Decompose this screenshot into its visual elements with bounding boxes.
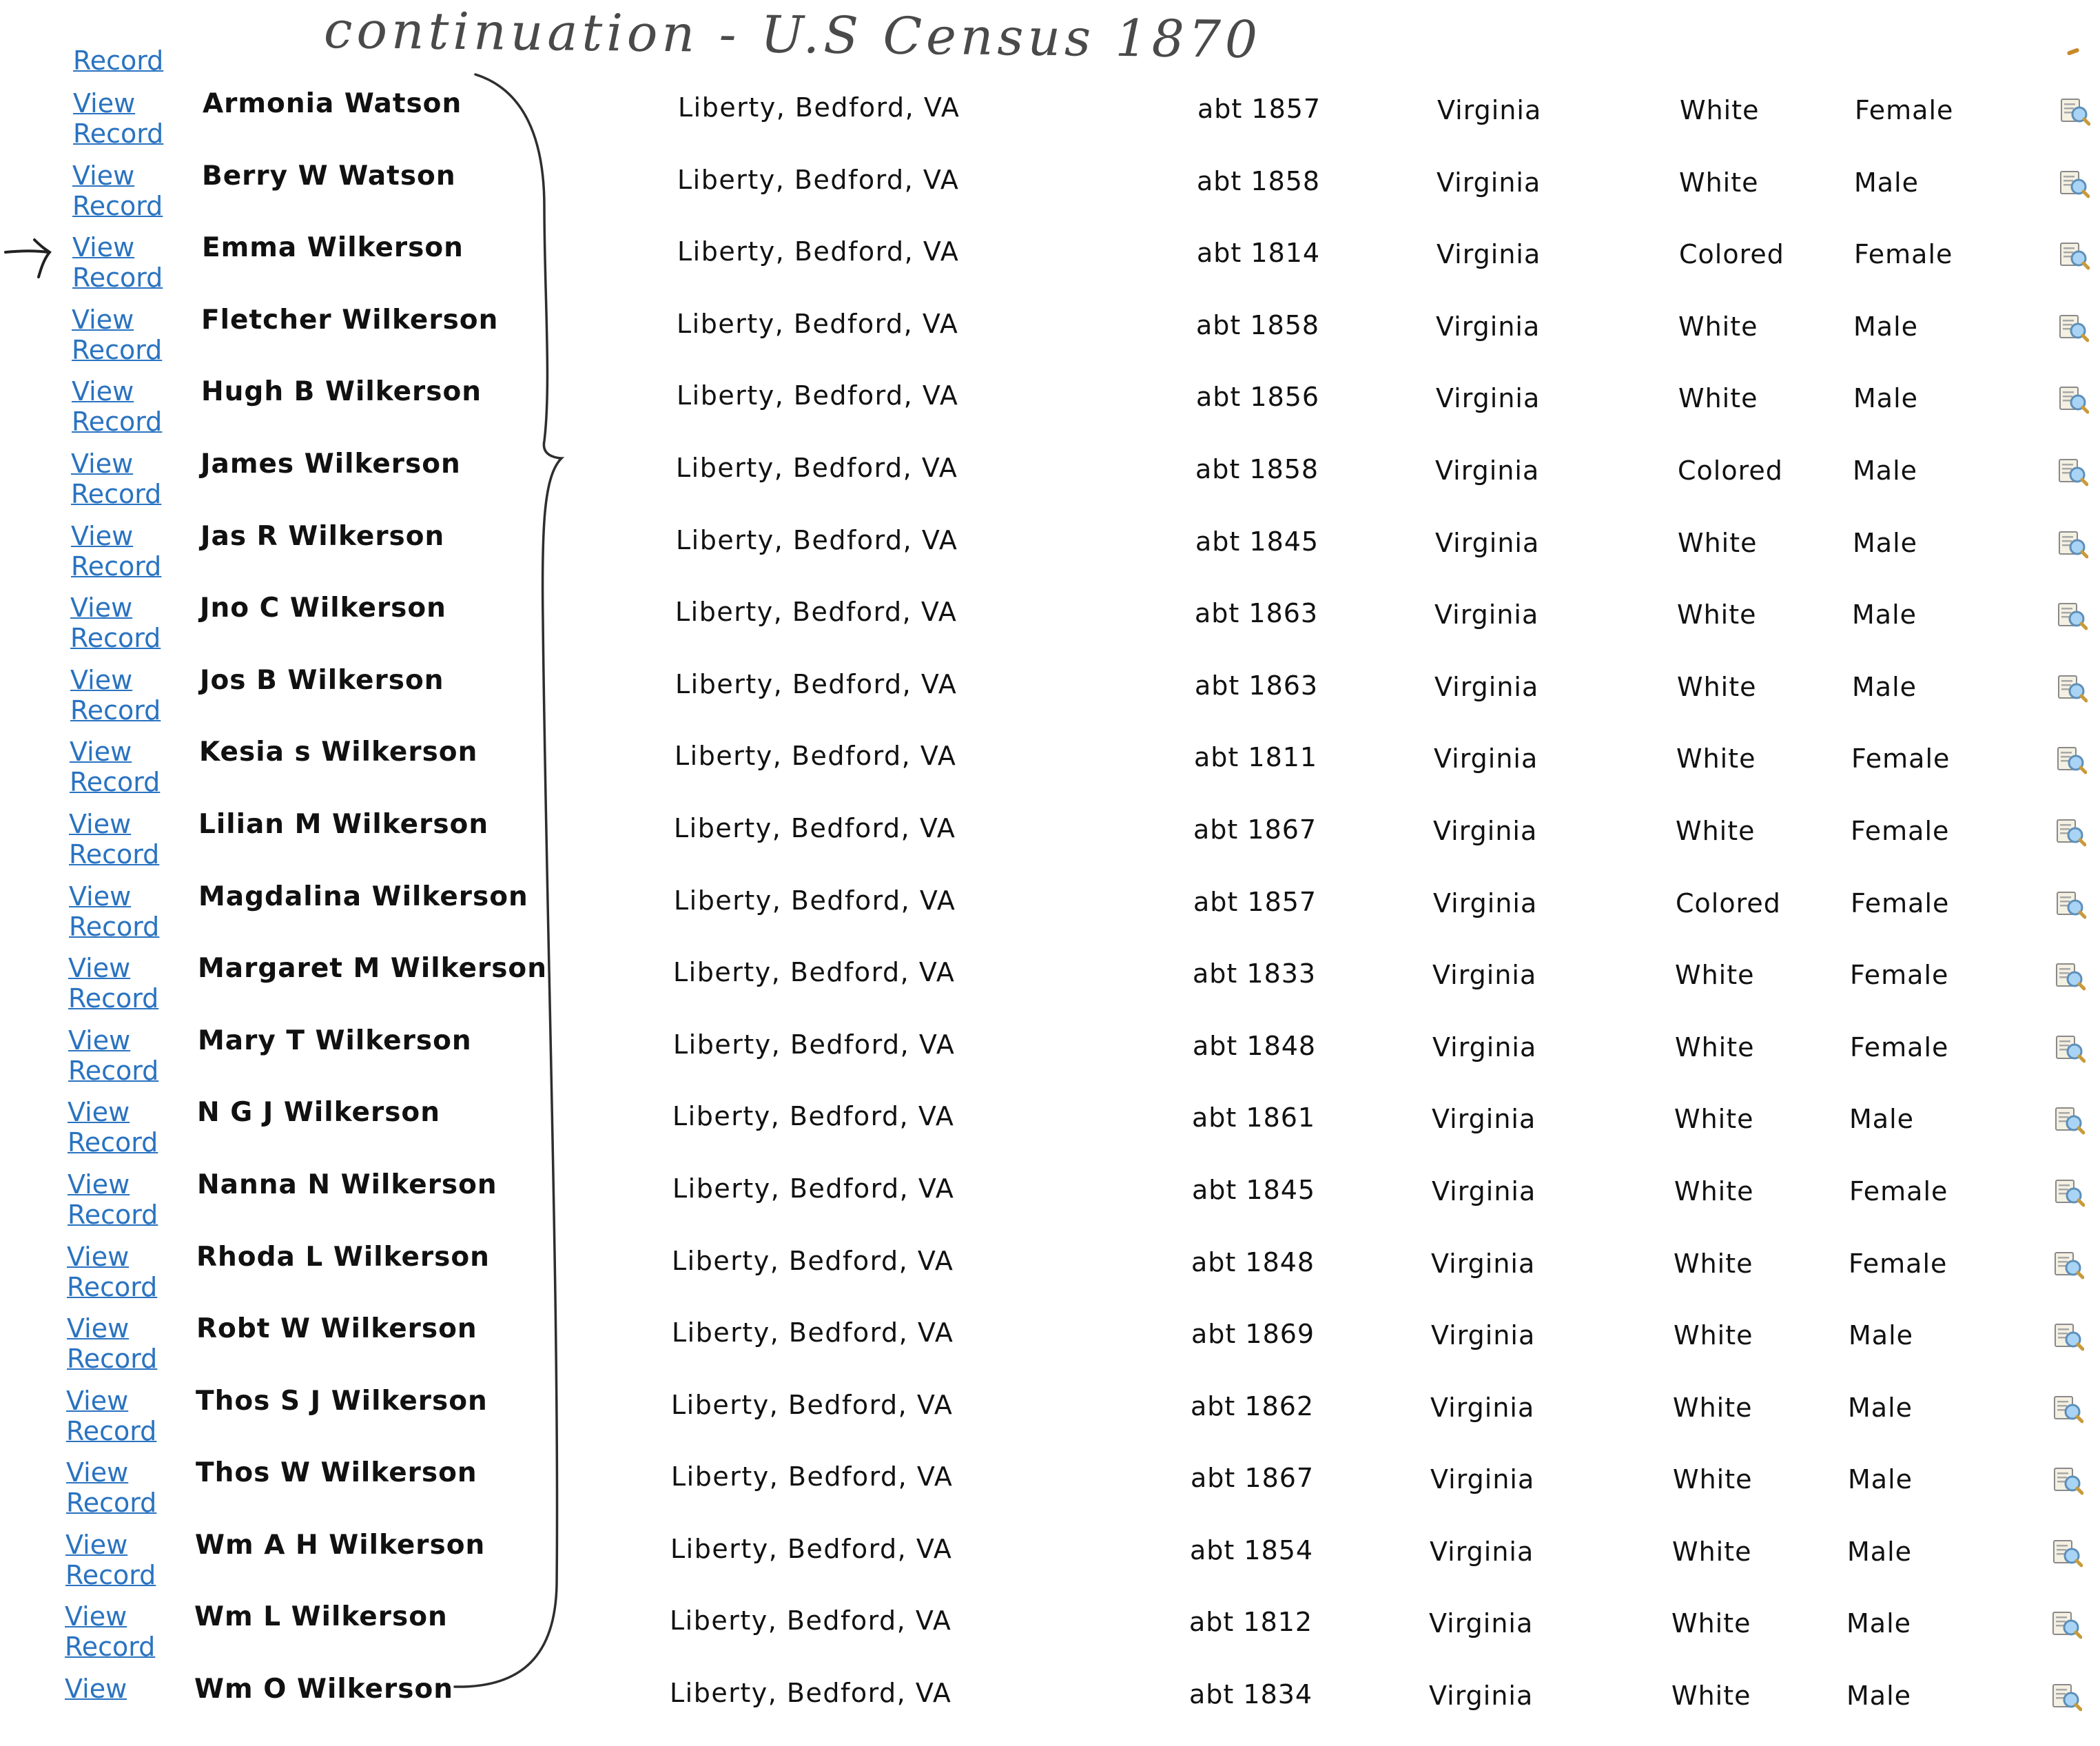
birthplace: Virginia	[1431, 1320, 1536, 1351]
residence: Liberty, Bedford, VA	[673, 957, 956, 988]
race: White	[1675, 960, 1755, 991]
gender: Female	[1854, 239, 1953, 270]
birth-year: abt 1811	[1194, 742, 1318, 773]
person-name: Thos W Wilkerson	[196, 1457, 477, 1489]
table-row	[0, 449, 2098, 521]
view-record-link[interactable]	[65, 1601, 155, 1662]
birthplace: Virginia	[1437, 167, 1541, 198]
view-link-line[interactable]: View	[72, 232, 135, 263]
race: White	[1678, 383, 1758, 414]
race: Colored	[1676, 887, 1781, 918]
view-link-line[interactable]: View	[65, 1529, 128, 1560]
record-link-line[interactable]: Record	[70, 623, 161, 654]
birth-year: abt 1814	[1197, 238, 1321, 269]
race: White	[1677, 671, 1757, 702]
gender: Male	[1852, 671, 1917, 702]
table-row	[0, 1674, 2092, 1746]
person-name: Berry W Watson	[202, 160, 456, 192]
record-link-line[interactable]: Record	[65, 1559, 156, 1590]
birthplace: Virginia	[1434, 671, 1539, 702]
handwritten-annotation: continuation - U.S Census 1870	[323, 0, 1262, 70]
person-name: Nanna N Wilkerson	[197, 1169, 497, 1200]
birth-year: abt 1867	[1191, 1463, 1315, 1494]
race: White	[1674, 1175, 1754, 1206]
birthplace: Virginia	[1429, 1608, 1534, 1639]
person-name: Margaret M Wilkerson	[198, 953, 547, 985]
gender: Female	[1851, 815, 1950, 846]
document-magnifier-icon[interactable]	[2055, 816, 2086, 848]
view-record-link[interactable]	[73, 88, 163, 149]
person-name: Jno C Wilkerson	[200, 593, 446, 624]
birth-year: abt 1857	[1197, 94, 1321, 124]
document-magnifier-icon[interactable]	[2058, 239, 2090, 271]
gender: Male	[1852, 599, 1917, 630]
gender: Male	[1848, 1464, 1913, 1495]
person-name: Magdalina Wilkerson	[198, 881, 528, 912]
view-record-link[interactable]	[66, 1457, 156, 1518]
table-row	[0, 1242, 2094, 1314]
gender: Female	[1850, 1031, 1949, 1062]
residence: Liberty, Bedford, VA	[675, 668, 958, 699]
view-link-line[interactable]: View	[68, 1169, 130, 1200]
person-name: Wm A H Wilkerson	[195, 1529, 486, 1561]
race: Colored	[1678, 455, 1783, 486]
race: Colored	[1679, 239, 1784, 270]
table-row	[0, 1457, 2093, 1530]
view-link-line[interactable]: View	[71, 448, 134, 479]
residence: Liberty, Bedford, VA	[676, 452, 958, 483]
person-name: Rhoda L Wilkerson	[196, 1241, 490, 1273]
birth-year: abt 1858	[1197, 165, 1321, 196]
gender: Male	[1848, 1392, 1913, 1423]
birthplace: Virginia	[1434, 599, 1539, 630]
table-row	[0, 953, 2095, 1025]
birthplace: Virginia	[1432, 960, 1537, 991]
table-row	[0, 521, 2098, 593]
view-link-line[interactable]: View	[68, 953, 131, 984]
person-name: James Wilkerson	[200, 448, 461, 480]
race: White	[1679, 167, 1759, 198]
person-name: Lilian M Wilkerson	[198, 808, 489, 840]
gender: Female	[1850, 960, 1949, 991]
view-record-link[interactable]	[72, 161, 163, 221]
person-name: Jas R Wilkerson	[200, 520, 445, 552]
birthplace: Virginia	[1435, 455, 1540, 486]
table-row	[0, 881, 2096, 954]
birthplace: Virginia	[1429, 1681, 1534, 1712]
birthplace: Virginia	[1433, 887, 1538, 918]
view-link-line[interactable]: View	[70, 737, 132, 768]
gender: Female	[1851, 887, 1950, 918]
birthplace: Virginia	[1432, 1175, 1536, 1206]
record-link-line[interactable]: Record	[72, 263, 163, 294]
race: White	[1672, 1536, 1752, 1567]
gender: Male	[1854, 167, 1919, 198]
view-link-line[interactable]: View	[72, 304, 134, 335]
residence: Liberty, Bedford, VA	[670, 1605, 952, 1636]
view-link-line[interactable]: View	[72, 160, 135, 191]
birth-year: abt 1833	[1193, 958, 1317, 989]
residence: Liberty, Bedford, VA	[675, 741, 957, 772]
record-link-partial[interactable]: Record	[73, 45, 164, 76]
birthplace: Virginia	[1430, 1464, 1535, 1495]
birthplace: Virginia	[1436, 311, 1541, 342]
record-link-line[interactable]: Record	[71, 551, 162, 582]
document-magnifier-icon[interactable]	[2050, 1681, 2082, 1712]
gender: Male	[1849, 1104, 1915, 1135]
document-magnifier-icon[interactable]	[2052, 1320, 2084, 1352]
document-magnifier-icon[interactable]	[2052, 1393, 2083, 1424]
document-magnifier-icon[interactable]	[2055, 888, 2086, 920]
record-link-line[interactable]: Record	[67, 1344, 158, 1375]
race: White	[1671, 1608, 1751, 1639]
birth-year: abt 1854	[1190, 1534, 1314, 1565]
document-magnifier-icon[interactable]	[2059, 95, 2090, 127]
gender: Female	[1855, 95, 1954, 125]
residence: Liberty, Bedford, VA	[675, 597, 958, 628]
table-row	[0, 376, 2099, 449]
birth-year: abt 1869	[1191, 1319, 1315, 1350]
race: White	[1678, 527, 1758, 558]
gender: Male	[1847, 1536, 1913, 1567]
view-record-link[interactable]	[67, 1313, 157, 1374]
view-record-link[interactable]	[66, 1386, 156, 1446]
birth-year: abt 1858	[1196, 309, 1320, 340]
view-record-link[interactable]	[70, 665, 161, 726]
gender: Male	[1849, 1320, 1914, 1351]
residence: Liberty, Bedford, VA	[671, 1461, 954, 1492]
view-link-line[interactable]: View	[67, 1241, 130, 1272]
residence: Liberty, Bedford, VA	[678, 92, 960, 123]
view-link-line[interactable]: View	[70, 593, 133, 624]
gender: Male	[1853, 527, 1918, 558]
table-row	[0, 232, 2099, 305]
gender: Male	[1846, 1681, 1912, 1712]
race: White	[1676, 743, 1756, 774]
view-record-link[interactable]	[70, 737, 160, 797]
race: White	[1677, 599, 1757, 630]
birth-year: abt 1857	[1193, 886, 1317, 917]
birth-year: abt 1848	[1193, 1030, 1317, 1061]
document-magnifier-icon[interactable]	[2055, 743, 2087, 775]
view-record-link[interactable]	[69, 809, 159, 870]
race: White	[1674, 1104, 1754, 1135]
record-link-line[interactable]: Record	[71, 478, 162, 509]
race: White	[1680, 95, 1760, 125]
person-name: Robt W Wilkerson	[196, 1313, 477, 1345]
birthplace: Virginia	[1430, 1536, 1534, 1567]
person-name: Wm O Wilkerson	[194, 1674, 454, 1705]
person-name: Jos B Wilkerson	[200, 664, 444, 696]
view-record-link[interactable]	[65, 1530, 156, 1590]
birth-year: abt 1863	[1195, 598, 1319, 629]
residence: Liberty, Bedford, VA	[673, 1029, 956, 1060]
table-row	[0, 1097, 2094, 1169]
record-link-line[interactable]: Record	[72, 407, 163, 438]
race: White	[1678, 311, 1758, 342]
birthplace: Virginia	[1433, 815, 1538, 846]
race: White	[1673, 1464, 1753, 1495]
document-magnifier-icon[interactable]	[2057, 311, 2089, 343]
birth-year: abt 1861	[1192, 1102, 1316, 1133]
view-record-link[interactable]	[72, 232, 163, 293]
document-magnifier-icon[interactable]	[2052, 1464, 2083, 1496]
birth-year: abt 1862	[1191, 1390, 1315, 1421]
race: White	[1674, 1320, 1753, 1351]
document-magnifier-icon[interactable]	[2050, 1608, 2082, 1640]
document-magnifier-icon[interactable]	[2058, 167, 2090, 199]
person-name: Fletcher Wilkerson	[201, 304, 499, 336]
document-magnifier-icon[interactable]	[2056, 672, 2088, 703]
gender: Female	[1849, 1248, 1948, 1279]
record-link-line[interactable]: Record	[70, 767, 161, 798]
race: White	[1673, 1392, 1753, 1423]
record-link-line[interactable]: Record	[68, 1055, 159, 1086]
document-magnifier-icon[interactable]	[2051, 1537, 2083, 1568]
record-link-line[interactable]: Record	[68, 983, 159, 1014]
record-link-line[interactable]: Record	[68, 1127, 158, 1158]
view-record-link[interactable]	[68, 1025, 158, 1086]
birthplace: Virginia	[1436, 383, 1541, 414]
residence: Liberty, Bedford, VA	[676, 524, 958, 555]
table-row	[0, 1313, 2094, 1386]
record-link-line[interactable]: Record	[70, 695, 161, 726]
birthplace: Virginia	[1437, 239, 1541, 270]
record-link-line[interactable]: Record	[65, 1632, 156, 1663]
birthplace: Virginia	[1432, 1031, 1537, 1062]
view-link-line[interactable]: View	[65, 1674, 127, 1705]
document-magnifier-icon[interactable]	[2056, 599, 2088, 631]
birth-year: abt 1863	[1195, 670, 1319, 701]
view-link-line[interactable]: View	[71, 520, 134, 551]
birth-year: abt 1858	[1195, 453, 1319, 484]
gender: Male	[1853, 455, 1918, 486]
table-row	[0, 1601, 2092, 1674]
person-name: Kesia s Wilkerson	[199, 737, 478, 768]
person-name: Thos S J Wilkerson	[196, 1385, 488, 1417]
birth-year: abt 1845	[1195, 526, 1319, 557]
document-magnifier-icon[interactable]	[2053, 1176, 2085, 1208]
view-record-link[interactable]	[68, 1169, 158, 1230]
table-row	[0, 88, 2100, 161]
view-link-line[interactable]: View	[66, 1385, 129, 1416]
table-row	[0, 809, 2096, 881]
birthplace: Virginia	[1430, 1392, 1535, 1423]
race: White	[1676, 815, 1756, 846]
residence: Liberty, Bedford, VA	[670, 1533, 953, 1564]
birthplace: Virginia	[1432, 1104, 1536, 1135]
view-record-link[interactable]	[68, 953, 158, 1014]
person-name: Emma Wilkerson	[202, 232, 464, 264]
view-link-line[interactable]: View	[68, 1097, 130, 1128]
table-row	[0, 665, 2097, 737]
birthplace: Virginia	[1437, 95, 1542, 125]
document-magnifier-icon[interactable]	[2054, 1032, 2086, 1064]
residence: Liberty, Bedford, VA	[674, 812, 956, 843]
record-link-line[interactable]: Record	[73, 119, 164, 149]
record-link-line[interactable]: Record	[69, 839, 160, 870]
view-record-link[interactable]	[70, 593, 161, 653]
birthplace: Virginia	[1435, 527, 1540, 558]
gender: Male	[1846, 1608, 1912, 1639]
record-link-line[interactable]: Record	[69, 911, 160, 942]
race: White	[1671, 1681, 1751, 1712]
residence: Liberty, Bedford, VA	[672, 1101, 955, 1132]
census-results-list	[0, 88, 2100, 1746]
corner-mark	[2067, 48, 2080, 56]
residence: Liberty, Bedford, VA	[677, 236, 960, 267]
table-row	[0, 305, 2099, 377]
table-row	[0, 593, 2097, 665]
view-link-line[interactable]: View	[69, 881, 132, 912]
person-name: N G J Wilkerson	[197, 1097, 440, 1129]
residence: Liberty, Bedford, VA	[672, 1245, 954, 1276]
table-row	[0, 1386, 2093, 1458]
view-record-link[interactable]	[72, 376, 162, 437]
table-row	[0, 1169, 2094, 1242]
view-link-line[interactable]: View	[69, 808, 132, 839]
view-record-link[interactable]	[72, 305, 162, 365]
document-magnifier-icon[interactable]	[2054, 960, 2086, 992]
birthplace: Virginia	[1431, 1248, 1536, 1279]
person-name: Mary T Wilkerson	[198, 1025, 472, 1056]
birth-year: abt 1812	[1189, 1607, 1313, 1638]
document-magnifier-icon[interactable]	[2057, 455, 2088, 487]
residence: Liberty, Bedford, VA	[677, 380, 959, 411]
residence: Liberty, Bedford, VA	[677, 164, 960, 195]
view-record-link[interactable]	[67, 1242, 157, 1302]
view-record-link[interactable]	[68, 1097, 158, 1158]
table-row	[0, 161, 2099, 233]
person-name: Armonia Watson	[203, 88, 462, 119]
residence: Liberty, Bedford, VA	[671, 1389, 954, 1420]
view-record-link[interactable]	[71, 521, 161, 582]
record-link-line[interactable]: Record	[66, 1488, 157, 1519]
residence: Liberty, Bedford, VA	[672, 1317, 954, 1348]
birth-year: abt 1867	[1193, 814, 1317, 845]
view-link-line[interactable]: View	[70, 664, 133, 695]
residence: Liberty, Bedford, VA	[674, 885, 956, 916]
view-link-line[interactable]: View	[68, 1025, 131, 1056]
record-link-line[interactable]: Record	[72, 334, 163, 365]
document-magnifier-icon[interactable]	[2053, 1104, 2085, 1136]
view-record-link[interactable]	[69, 881, 159, 942]
document-magnifier-icon[interactable]	[2057, 383, 2089, 415]
record-link-line[interactable]: Record	[72, 190, 163, 221]
person-name: Hugh B Wilkerson	[201, 376, 482, 408]
race: White	[1675, 1031, 1755, 1062]
record-link-line[interactable]: Record	[67, 1271, 158, 1302]
document-magnifier-icon[interactable]	[2057, 528, 2088, 559]
view-record-link[interactable]	[71, 449, 161, 509]
record-link-line[interactable]: Record	[66, 1415, 157, 1446]
person-name: Wm L Wilkerson	[194, 1601, 448, 1633]
birthplace: Virginia	[1434, 743, 1538, 774]
view-link-line[interactable]: View	[66, 1457, 129, 1488]
table-row	[0, 737, 2097, 809]
gender: Female	[1851, 743, 1950, 774]
birth-year: abt 1834	[1189, 1679, 1313, 1710]
race: White	[1674, 1248, 1753, 1279]
gender: Male	[1853, 383, 1919, 414]
view-link-line[interactable]: View	[72, 376, 134, 407]
document-magnifier-icon[interactable]	[2052, 1249, 2084, 1280]
birth-year: abt 1848	[1191, 1246, 1315, 1277]
residence: Liberty, Bedford, VA	[677, 308, 959, 339]
view-link-line[interactable]: View	[65, 1601, 127, 1632]
gender: Female	[1849, 1175, 1948, 1206]
birth-year: abt 1856	[1196, 382, 1320, 413]
table-row	[0, 1530, 2092, 1602]
gender: Male	[1853, 311, 1919, 342]
table-row	[0, 1025, 2095, 1098]
residence: Liberty, Bedford, VA	[670, 1678, 952, 1709]
view-record-link[interactable]	[65, 1674, 127, 1704]
birth-year: abt 1845	[1192, 1174, 1316, 1205]
residence: Liberty, Bedford, VA	[672, 1173, 955, 1204]
view-link-line[interactable]: View	[67, 1313, 130, 1344]
view-link-line[interactable]: View	[73, 88, 136, 119]
record-link-line[interactable]: Record	[68, 1199, 158, 1230]
